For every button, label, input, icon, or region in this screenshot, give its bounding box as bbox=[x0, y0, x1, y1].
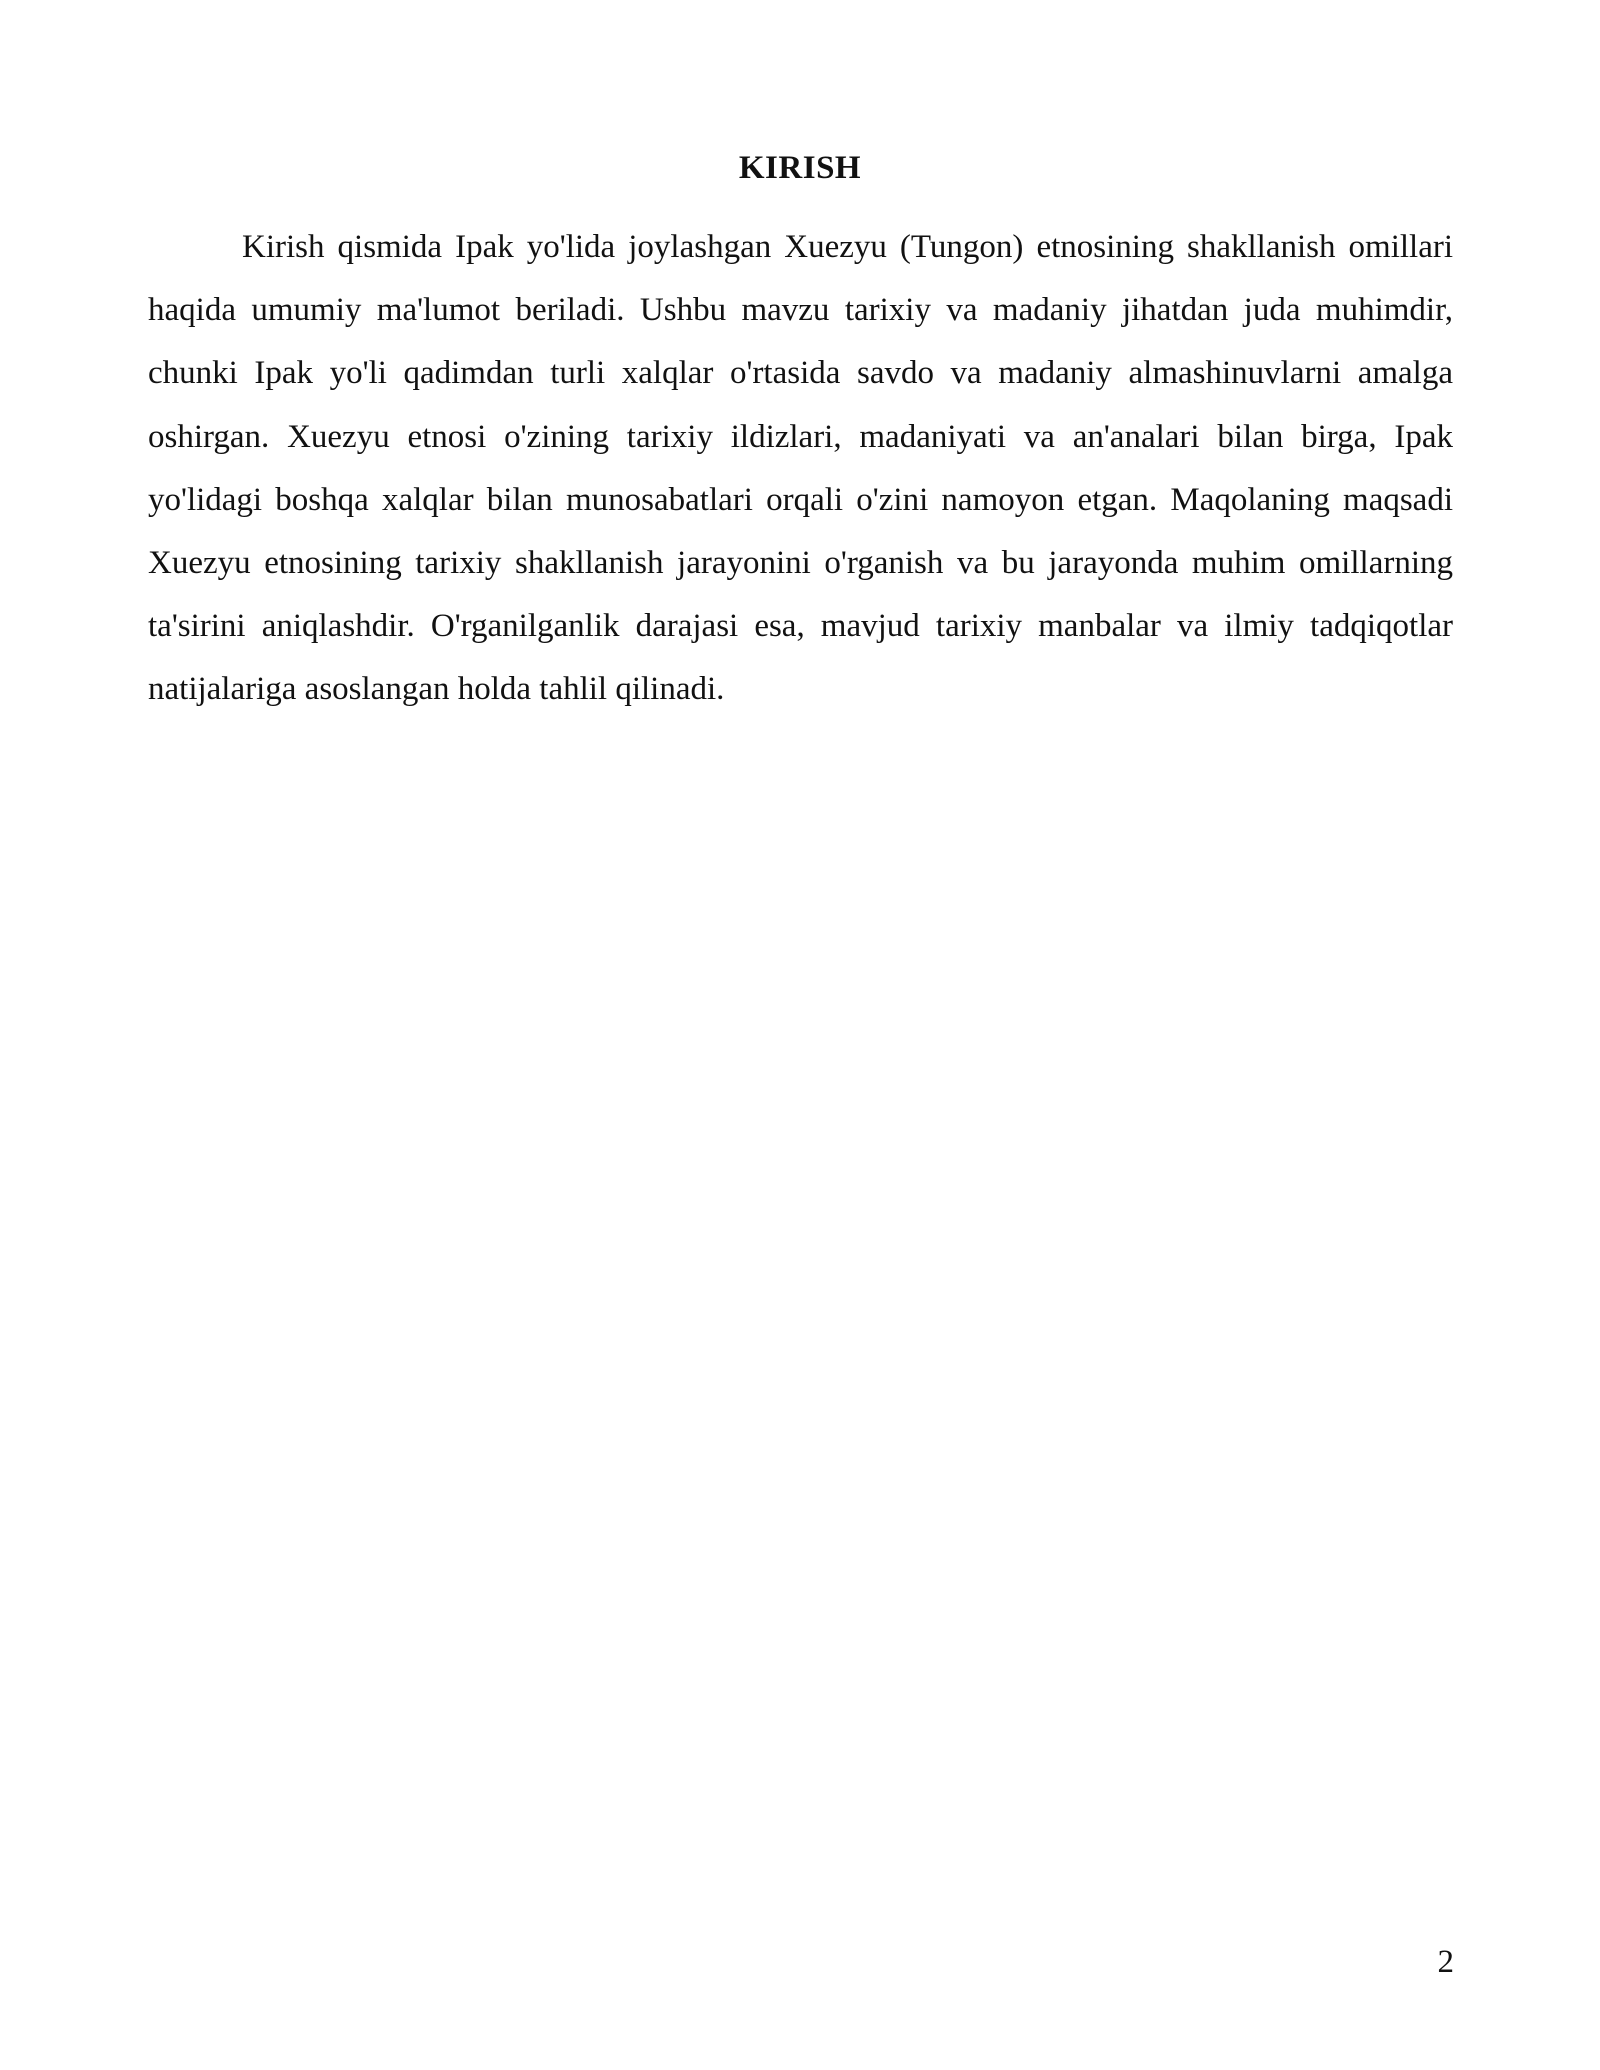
page-number: 2 bbox=[1437, 1944, 1454, 1980]
intro-paragraph: Kirish qismida Ipak yo'lida joylashgan Xuezyu (Tungon) etnosining shakllanish omillari haqida umumiy ma'lumot beriladi. Ushbu mavzu tarixiy va madaniy jihatdan juda muhimdir, chunki Ipak yo'li qadimdan turli xalqlar o'rtasida savdo va madaniy almashinuvlarni amalga oshirgan. Xuezyu etnosi o'zining tarixiy ildizlari, madaniyati va an'analari bilan birga, Ipak yo'lidagi boshqa xalqlar bilan munosabatlari orqali o'zini namoyon etgan. Maqolaning maqsadi Xuezyu etnosining tarixiy shakllanish jarayonini o'rganish va bu jarayonda muhim omillarning ta'sirini aniqlashdir. O'rganilganlik darajasi esa, mavjud tarixiy manbalar va ilmiy tadqiqotlar natijalariga asoslangan holda tahlil qilinadi. bbox=[148, 229, 1453, 708]
section-heading: KIRISH bbox=[738, 150, 862, 186]
